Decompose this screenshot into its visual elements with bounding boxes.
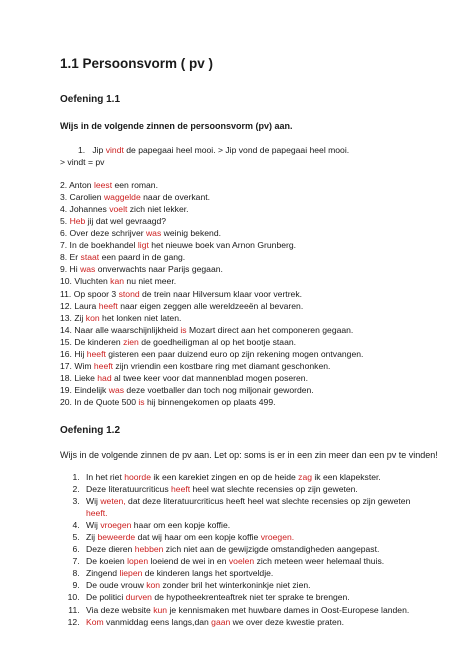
sentence-text: 4. Johannes [60, 204, 110, 215]
sentence-text: het lonken niet laten. [99, 312, 182, 323]
sentence-text: Zingend [86, 568, 120, 579]
pv-highlight: voelt [109, 204, 128, 215]
list-item [60, 396, 434, 408]
sentence-text: 15. De kinderen [60, 336, 124, 347]
list-item [60, 300, 434, 312]
sentence-text: 8. Er [60, 252, 81, 263]
sentence-line [86, 579, 434, 591]
sentence-text: 2. Anton [60, 180, 94, 191]
sentence-text: 18. Lieke [60, 372, 98, 383]
sentence-text: Deze dieren [86, 544, 135, 555]
sentence-text: jij dat wel gevraagd? [85, 216, 167, 227]
pv-highlight: lopen [127, 556, 149, 567]
list-item [60, 336, 434, 348]
sentence-line [86, 543, 434, 555]
sentence-text: de trein naar Hilversum klaar voor vertrek. [139, 288, 303, 299]
sentence-text: nu niet meer. [124, 276, 177, 287]
pv-highlight: had [97, 372, 112, 383]
sentence-line [86, 531, 434, 543]
list-item [82, 567, 434, 579]
pv-highlight: heeft [93, 360, 114, 371]
pv-highlight: heeft [86, 348, 106, 359]
pv-highlight: heeft [98, 300, 118, 311]
sentence-text: 6. Over deze schrijver [60, 228, 146, 239]
spacer [60, 168, 434, 179]
sentence-text: zijn vriendin een kostbare ring met diamant geschonken. [113, 360, 331, 371]
pv-highlight: vroegen [100, 520, 132, 531]
sentence-text: 13. Zij [60, 312, 86, 323]
sentence-text: loeiend de wei in en [148, 556, 229, 567]
pv-highlight: kan [110, 276, 125, 287]
sentence-text: naar eigen zeggen alle wereldzeeën al bevaren. [117, 300, 304, 311]
sentence-text: het nieuwe boek van Arnon Grunberg. [148, 240, 297, 251]
sentence-text: vanmiddag eens langs,dan [103, 616, 212, 627]
sentence-text: je kennismaken met huwbare dames in Oost-Europese landen. [167, 604, 410, 615]
sentence-text: 12. Laura [60, 300, 99, 311]
pv-highlight: kon [85, 312, 100, 323]
pv-highlight: gaan [211, 616, 231, 627]
list-item [82, 495, 434, 519]
sentence-line [86, 471, 434, 483]
sentence-line [86, 519, 434, 531]
sentence-line [86, 616, 434, 628]
sentence-text: Zij [86, 532, 98, 543]
list-item [60, 179, 434, 191]
list-item [60, 227, 434, 239]
sentence-line [86, 604, 434, 616]
pv-highlight: stond [118, 288, 140, 299]
pv-highlight: is [138, 396, 145, 407]
sentence-text: 14. Naar alle waarschijnlijkheid [60, 324, 181, 335]
list-item [60, 348, 434, 360]
sentence-text: naar de overkant. [140, 192, 211, 203]
sentence-text: de hypotheekrenteaftrek niet ter sprake te brengen. [151, 592, 350, 603]
exercise-1-title: Oefening 1.1 [60, 94, 121, 105]
sentence-text: 17. Wim [60, 360, 94, 371]
pv-highlight: leest [93, 180, 113, 191]
sentence-text: Wij [86, 496, 101, 507]
pv-highlight: was [145, 228, 162, 239]
sentence-text: zich meteen weer helemaal thuis. [254, 556, 385, 567]
list-item [60, 360, 434, 372]
sentence-text: 10. Vluchten [60, 276, 111, 287]
list-item [82, 616, 434, 628]
pv-highlight: is [180, 324, 187, 335]
pv-highlight: staat [80, 252, 100, 263]
sentence-text: 3. Carolien [60, 192, 104, 203]
pv-highlight: waggelde [103, 192, 141, 203]
sentence-line [86, 591, 434, 603]
sentence-text: 5. [60, 216, 70, 227]
sentence-text: onverwachts naar Parijs gegaan. [95, 264, 223, 275]
sentence-text: 9. Hi [60, 264, 81, 275]
pv-highlight: beweerde [97, 532, 136, 543]
sentence-text: 20. In de Quote 500 [60, 396, 139, 407]
exercise-2 [60, 424, 438, 628]
sentence-text: de goedheiligman al op het bootje staan. [138, 336, 297, 347]
sentence-text: weinig bekend. [161, 228, 221, 239]
list-item [82, 471, 434, 483]
sentence-text: 7. In de boekhandel [60, 240, 138, 251]
pv-highlight: zien [123, 336, 139, 347]
pv-highlight: liepen [119, 568, 143, 579]
sentence-text: 16. Hij [60, 348, 87, 359]
exercise-2-sentence-list [60, 471, 434, 628]
sentence-text: ik een klapekster. [312, 471, 381, 482]
sentence-text: De oude vrouw [86, 580, 147, 591]
list-item [82, 483, 434, 495]
sentence-text: deze voetballer dan toch nog miljonair geworden. [124, 384, 314, 395]
pv-highlight: vroegen. [260, 532, 295, 543]
sentence-text: Mozart direct aan het componeren gegaan. [186, 324, 354, 335]
sentence-text: de kinderen langs het sportveldje. [142, 568, 274, 579]
list-item [60, 288, 434, 300]
sentence-text: al twee keer voor dat mannenblad mogen poseren. [111, 372, 308, 383]
list-item [60, 191, 434, 203]
sentence-text: zich niet lekker. [127, 204, 189, 215]
list-item [60, 263, 434, 275]
sentence-text: heel wat slechte recensies op zijn geweten. [190, 484, 358, 495]
pv-highlight: ligt [137, 240, 149, 251]
sentence-line [86, 567, 434, 579]
pv-highlight: durven [125, 592, 152, 603]
exercise-1-first-answer: > vindt = pv [60, 157, 105, 168]
sentence-text: In het riet [86, 471, 125, 482]
sentence-text: De koeien [86, 556, 128, 567]
sentence-text: De politici [86, 592, 126, 603]
exercise-1-instruction: Wijs in de volgende zinnen de persoonsvorm (pv) aan. [60, 121, 293, 131]
list-item [82, 591, 434, 603]
pv-highlight: weten, [100, 496, 126, 507]
sentence-text: Deze literatuurcriticus [86, 484, 172, 495]
pv-highlight: Heb [69, 216, 86, 227]
list-item [60, 384, 434, 396]
sentence-text: we over deze kwestie praten. [230, 616, 344, 627]
sentence-line [86, 507, 434, 519]
pv-highlight: was [108, 384, 125, 395]
sentence-text: 19. Eindelijk [60, 384, 109, 395]
list-item [82, 604, 434, 616]
sentence-line [86, 555, 434, 567]
sentence-line [86, 483, 434, 495]
sentence-text: 11. Op spoor 3 [60, 288, 119, 299]
exercise-2-title: Oefening 1.2 [60, 424, 121, 436]
sentence-text: zonder bril het winterkoninkje niet zien. [160, 580, 311, 591]
list-item [82, 531, 434, 543]
pv-highlight: Kom [86, 616, 104, 627]
list-item [82, 555, 434, 567]
list-item [60, 275, 434, 287]
list-item [60, 372, 434, 384]
exercise-1-sentence-list [60, 179, 434, 408]
page-title: 1.1 Persoonsvorm ( pv ) [60, 56, 214, 71]
sentence-text: gisteren een paar duizend euro op zijn rekening mogen ontvangen. [105, 348, 364, 359]
first-item-prefix: 1. Jip [78, 145, 106, 155]
list-item [82, 579, 434, 591]
list-item [60, 251, 434, 263]
first-item-suffix: de papegaai heel mooi. > Jip vond de papegaai heel mooi. [123, 145, 350, 155]
list-item [60, 215, 434, 227]
sentence-text: dat wij haar om een kopje koffie [135, 532, 261, 543]
sentence-text: een roman. [112, 180, 158, 191]
list-item [60, 239, 434, 251]
pv-highlight: voelen [228, 556, 255, 567]
pv-highlight: heeft [171, 484, 191, 495]
sentence-text: ik een karekiet zingen en op de heide [150, 471, 299, 482]
pv-highlight: hoorde [124, 471, 151, 482]
list-item [82, 519, 434, 531]
first-item-pv: vindt [105, 145, 124, 155]
list-item [60, 203, 434, 215]
sentence-text: hij binnengekomen op plaats 499. [144, 396, 276, 407]
exercise-1-first-item [60, 144, 434, 156]
pv-highlight: hebben [134, 544, 164, 555]
sentence-text: Wij [86, 520, 101, 531]
pv-highlight: zag [298, 471, 312, 482]
pv-highlight: was [80, 264, 96, 275]
sentence-text: haar om een kopje koffie. [131, 520, 231, 531]
sentence-text: zich niet aan de gewijzigde omstandigheden aangepast. [163, 544, 380, 555]
pv-highlight: heeft. [86, 508, 108, 519]
exercise-1 [60, 94, 434, 408]
pv-highlight: kun [153, 604, 168, 615]
list-item [60, 312, 434, 324]
sentence-line [86, 495, 434, 507]
list-item [60, 324, 434, 336]
sentence-text: een paard in de gang. [99, 252, 186, 263]
pv-highlight: kon [146, 580, 161, 591]
sentence-text: dat deze literatuurcriticus heeft heel wat slechte recensies op zijn geweten [125, 496, 411, 507]
exercise-2-instruction: Wijs in de volgende zinnen de pv aan. Let op: soms is er in een zin meer dan een pv te vinden! [60, 449, 438, 460]
list-item [82, 543, 434, 555]
spacer [60, 408, 434, 425]
sentence-text: Via deze website [86, 604, 154, 615]
